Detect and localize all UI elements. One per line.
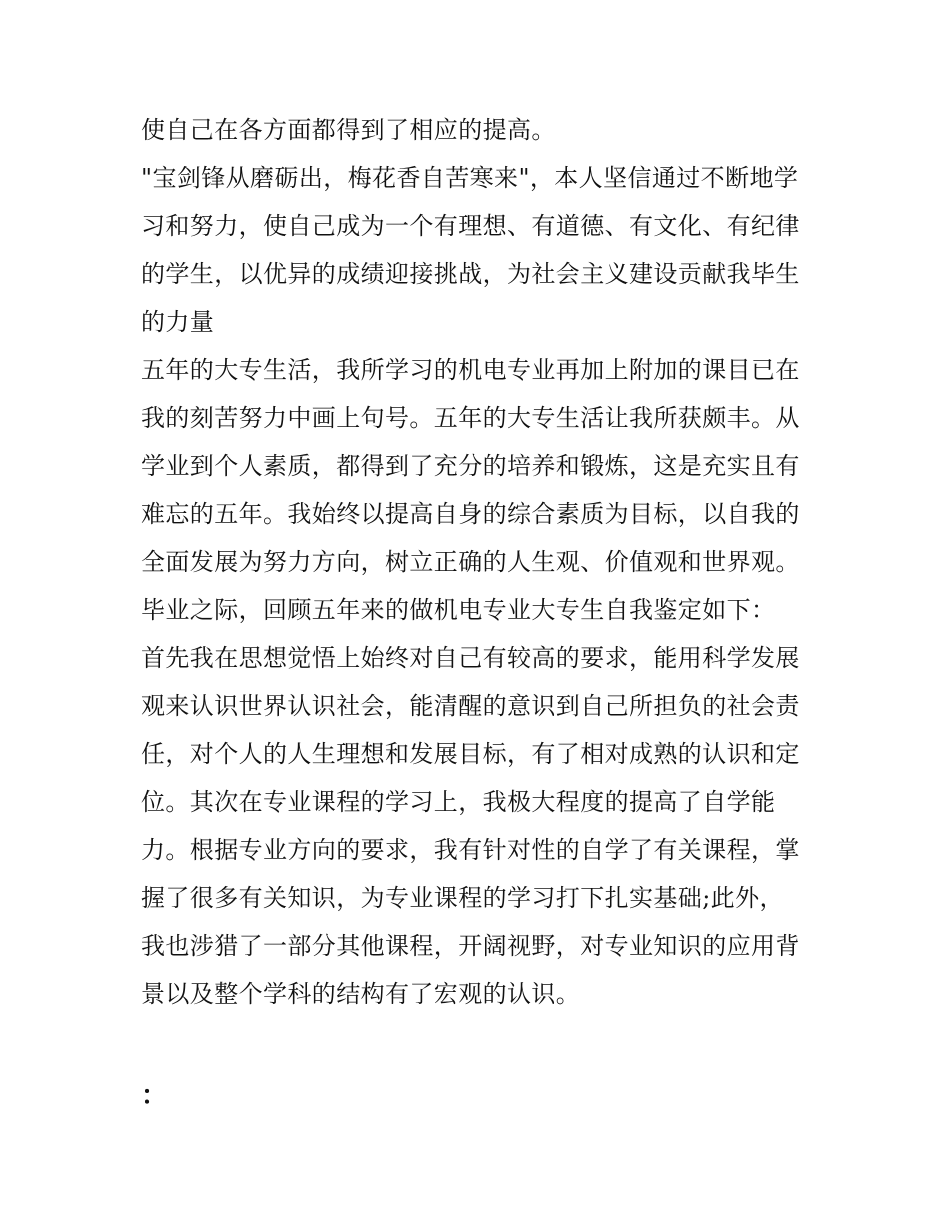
document-body bbox=[141, 106, 813, 1018]
text-line: 首先我在思想觉悟上始终对自己有较高的要求，能用科学发展 bbox=[141, 644, 800, 672]
text-line: 难忘的五年。我始终以提高自身的综合素质为目标，以自我的 bbox=[141, 500, 800, 528]
text-line: 力。根据专业方向的要求，我有针对性的自学了有关课程，掌 bbox=[141, 836, 800, 864]
text-line: 全面发展为努力方向，树立正确的人生观、价值观和世界观。 bbox=[141, 548, 800, 576]
text-line: 位。其次在专业课程的学习上，我极大程度的提高了自学能 bbox=[141, 788, 776, 816]
text-line: "宝剑锋从磨砺出，梅花香自苦寒来"，本人坚信通过不断地学 bbox=[141, 164, 799, 192]
text-line: 我也涉猎了一部分其他课程，开阔视野，对专业知识的应用背 bbox=[141, 932, 800, 960]
text-line: 毕业之际，回顾五年来的做机电专业大专生自我鉴定如下： bbox=[141, 596, 776, 624]
text-line: 学业到个人素质，都得到了充分的培养和锻炼，这是充实且有 bbox=[141, 452, 800, 480]
text-line: 我的刻苦努力中画上句号。五年的大专生活让我所获颇丰。从 bbox=[141, 404, 800, 432]
text-line: 景以及整个学科的结构有了宏观的认识。 bbox=[141, 980, 581, 1008]
trailing-colon-mark: ： bbox=[141, 1081, 168, 1111]
text-line: 习和努力，使自己成为一个有理想、有道德、有文化、有纪律 bbox=[141, 212, 800, 240]
text-line: 使自己在各方面都得到了相应的提高。 bbox=[141, 116, 556, 144]
text-line: 的力量 bbox=[141, 308, 215, 336]
text-line: 任，对个人的人生理想和发展目标，有了相对成熟的认识和定 bbox=[141, 740, 800, 768]
text-line: 握了很多有关知识，为专业课程的学习打下扎实基础;此外， bbox=[141, 884, 784, 912]
text-line: 的学生，以优异的成绩迎接挑战，为社会主义建设贡献我毕生 bbox=[141, 260, 800, 288]
text-line: 观来认识世界认识社会，能清醒的意识到自己所担负的社会责 bbox=[141, 692, 800, 720]
text-line: 五年的大专生活，我所学习的机电专业再加上附加的课目已在 bbox=[141, 356, 800, 384]
